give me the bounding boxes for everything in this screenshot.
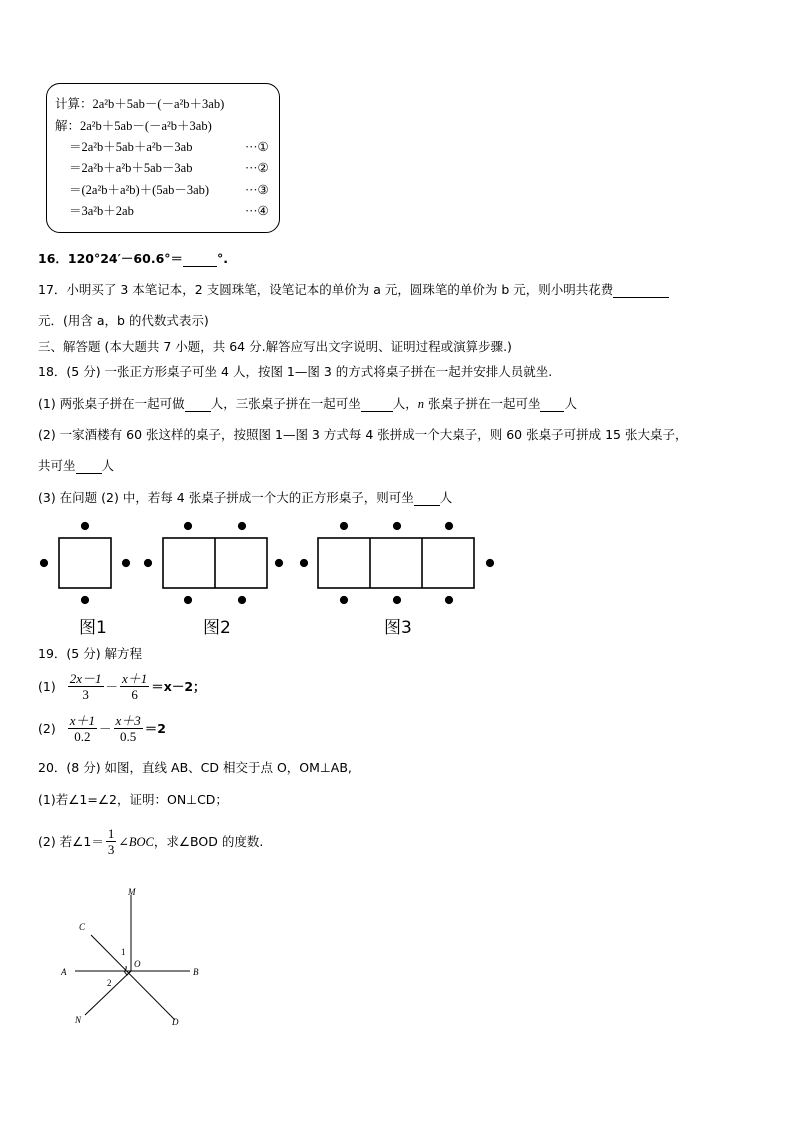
question-17 xyxy=(38,282,669,298)
q20-stem: 20．(8 分) 如图，直线 AB、CD 相交于点 O，OM⊥AB, xyxy=(38,760,352,775)
q18-part3 xyxy=(38,490,452,506)
q20-part1: (1)若∠1=∠2，证明：ON⊥CD； xyxy=(38,792,228,807)
q16-text: 16．120°24′－60.6°＝ xyxy=(38,251,184,266)
geometry-figure xyxy=(55,885,205,1030)
label-d: D xyxy=(172,1017,179,1027)
q16-end: °. xyxy=(217,251,229,266)
label-m: M xyxy=(128,887,136,897)
label-a: A xyxy=(61,967,67,977)
denominator: 3 xyxy=(107,842,115,857)
answer-blank[interactable] xyxy=(540,398,564,412)
text: 共可坐 xyxy=(38,458,76,473)
label-n: N xyxy=(75,1015,82,1025)
angle-boc: ∠BOC xyxy=(118,834,154,849)
calc-line: ＝3a²b＋2ab xyxy=(69,204,134,218)
answer-blank[interactable] xyxy=(76,460,102,474)
numerator: x＋1 xyxy=(69,713,95,728)
text: 张桌子拼在一起可坐 xyxy=(423,396,541,411)
figure-1-label: 图1 xyxy=(79,618,107,638)
answer-blank[interactable] xyxy=(613,284,669,298)
text: 人 xyxy=(439,490,453,505)
right-hand-side: ＝2 xyxy=(144,720,166,736)
part-label: (1) xyxy=(38,678,56,694)
minus-sign: － xyxy=(105,678,119,694)
text: 人，三张桌子拼在一起可坐 xyxy=(210,396,361,411)
section-heading: 三、解答题 (本大题共 7 小题，共 64 分.解答应写出文字说明、证明过程或演算步骤.) xyxy=(38,339,512,354)
calc-line: ＝2a²b＋a²b＋5ab－3ab xyxy=(69,161,193,175)
figure-2-label: 图2 xyxy=(203,618,231,638)
fraction xyxy=(68,713,97,744)
numerator: x＋3 xyxy=(115,713,141,728)
answer-blank[interactable] xyxy=(414,492,440,506)
q18-part1 xyxy=(38,396,577,412)
minus-sign: － xyxy=(99,720,112,736)
step-mark: ···③ xyxy=(245,183,269,197)
denominator: 0.2 xyxy=(74,729,91,744)
denominator: 3 xyxy=(82,687,89,702)
answer-blank[interactable] xyxy=(361,398,393,412)
q17-text: 17．小明买了 3 本笔记本，2 支圆珠笔，设笔记本的单价为 a 元，圆珠笔的单价为 b 元，则小明共花费 xyxy=(38,282,614,297)
figure-2 xyxy=(144,522,282,603)
q18-part2-line1: (2) 一家酒楼有 60 张这样的桌子，按照图 1—图 3 方式每 4 张拼成一个大桌子，则 60 张桌子可拼成 15 张大桌子， xyxy=(38,427,688,442)
q19-stem: 19．(5 分) 解方程 xyxy=(38,646,143,661)
text: 人， xyxy=(392,396,418,411)
numerator: 1 xyxy=(107,826,115,841)
calc-line: ＝(2a²b＋a²b)＋(5ab－3ab) xyxy=(69,183,210,197)
numerator: x＋1 xyxy=(122,671,148,686)
label-angle-2: 2 xyxy=(107,978,112,988)
step-mark: ···④ xyxy=(245,204,269,218)
denominator: 0.5 xyxy=(120,729,137,744)
label-b: B xyxy=(193,967,199,977)
calc-line: 计算：2a²b＋5ab－(－a²b＋3ab) xyxy=(55,97,225,111)
q19-part2 xyxy=(38,713,166,744)
calculation-box xyxy=(46,83,280,233)
question-16 xyxy=(38,251,228,267)
q20-part2 xyxy=(38,826,263,857)
q19-part1 xyxy=(38,671,206,702)
right-hand-side: ＝x－2； xyxy=(151,678,206,694)
q18-part2-line2 xyxy=(38,458,114,474)
calc-line: ＝2a²b＋5ab＋a²b－3ab xyxy=(69,140,193,154)
step-mark: ···② xyxy=(245,161,269,175)
fraction xyxy=(114,713,143,744)
fraction xyxy=(120,671,149,702)
figure-3 xyxy=(300,522,493,603)
q17-line2: 元．(用含 a，b 的代数式表示) xyxy=(38,313,209,328)
answer-blank[interactable] xyxy=(183,253,217,267)
calc-line: 解：2a²b＋5ab－(－a²b＋3ab) xyxy=(55,119,212,133)
text: 人 xyxy=(101,458,115,473)
text: ，求∠BOD 的度数. xyxy=(153,833,264,849)
label-c: C xyxy=(79,922,86,932)
label-o: O xyxy=(134,959,141,969)
text: (3) 在问题 (2) 中，若每 4 张桌子拼成一个大的正方形桌子，则可坐 xyxy=(38,490,414,505)
answer-blank[interactable] xyxy=(185,398,211,412)
text: 人 xyxy=(564,396,577,411)
fraction xyxy=(106,826,117,857)
q18-stem: 18．(5 分) 一张正方形桌子可坐 4 人，按图 1—图 3 的方式将桌子拼在一起并安排人员就坐. xyxy=(38,364,553,379)
text: (1) 两张桌子拼在一起可做 xyxy=(38,396,185,411)
label-angle-1: 1 xyxy=(121,947,126,957)
denominator: 6 xyxy=(131,687,138,702)
variable-n: n xyxy=(417,397,424,411)
numerator: 2x－1 xyxy=(69,671,102,686)
line-cd xyxy=(91,935,175,1020)
angle-1-arc xyxy=(125,966,126,971)
figure-1 xyxy=(40,522,129,603)
fraction xyxy=(68,671,104,702)
part-label: (2) xyxy=(38,720,56,736)
step-mark: ···① xyxy=(245,140,269,154)
figure-3-label: 图3 xyxy=(384,618,412,638)
text: (2) 若∠1＝ xyxy=(38,833,104,849)
